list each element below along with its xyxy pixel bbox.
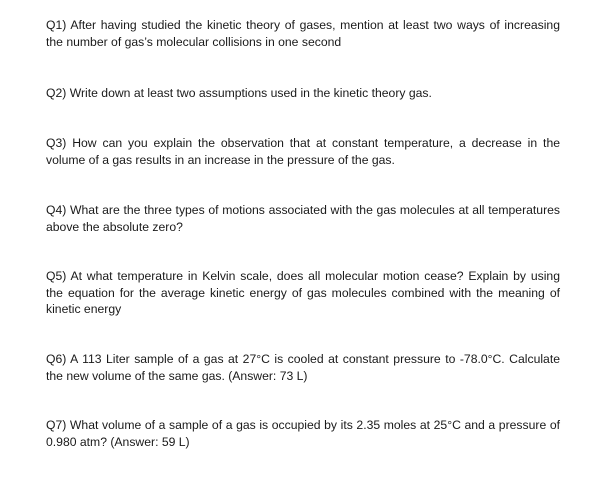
question-4: Q4) What are the three types of motions associated with the gas molecules at all temperatures above the absolute zero? bbox=[46, 203, 560, 234]
question-6: Q6) A 113 Liter sample of a gas at 27°C is cooled at constant pressure to -78.0°C. Calculate the new volume of the same gas. (Answer: 73 L) bbox=[46, 352, 560, 383]
question-5: Q5) At what temperature in Kelvin scale, does all molecular motion cease? Explain by using the equation for the average kinetic energy of gas molecules combined with the meaning of kinetic energy bbox=[46, 269, 560, 316]
question-2: Q2) Write down at least two assumptions used in the kinetic theory gas. bbox=[46, 86, 432, 100]
question-3: Q3) How can you explain the observation that at constant temperature, a decrease in the volume of a gas results in an increase in the pressure of the gas. bbox=[46, 136, 560, 167]
question-7: Q7) What volume of a sample of a gas is occupied by its 2.35 moles at 25°C and a pressure of 0.980 atm? (Answer: 59 L) bbox=[46, 418, 560, 449]
question-1: Q1) After having studied the kinetic theory of gases, mention at least two ways of increasing the number of gas’s molecular collisions in one second bbox=[46, 18, 560, 49]
